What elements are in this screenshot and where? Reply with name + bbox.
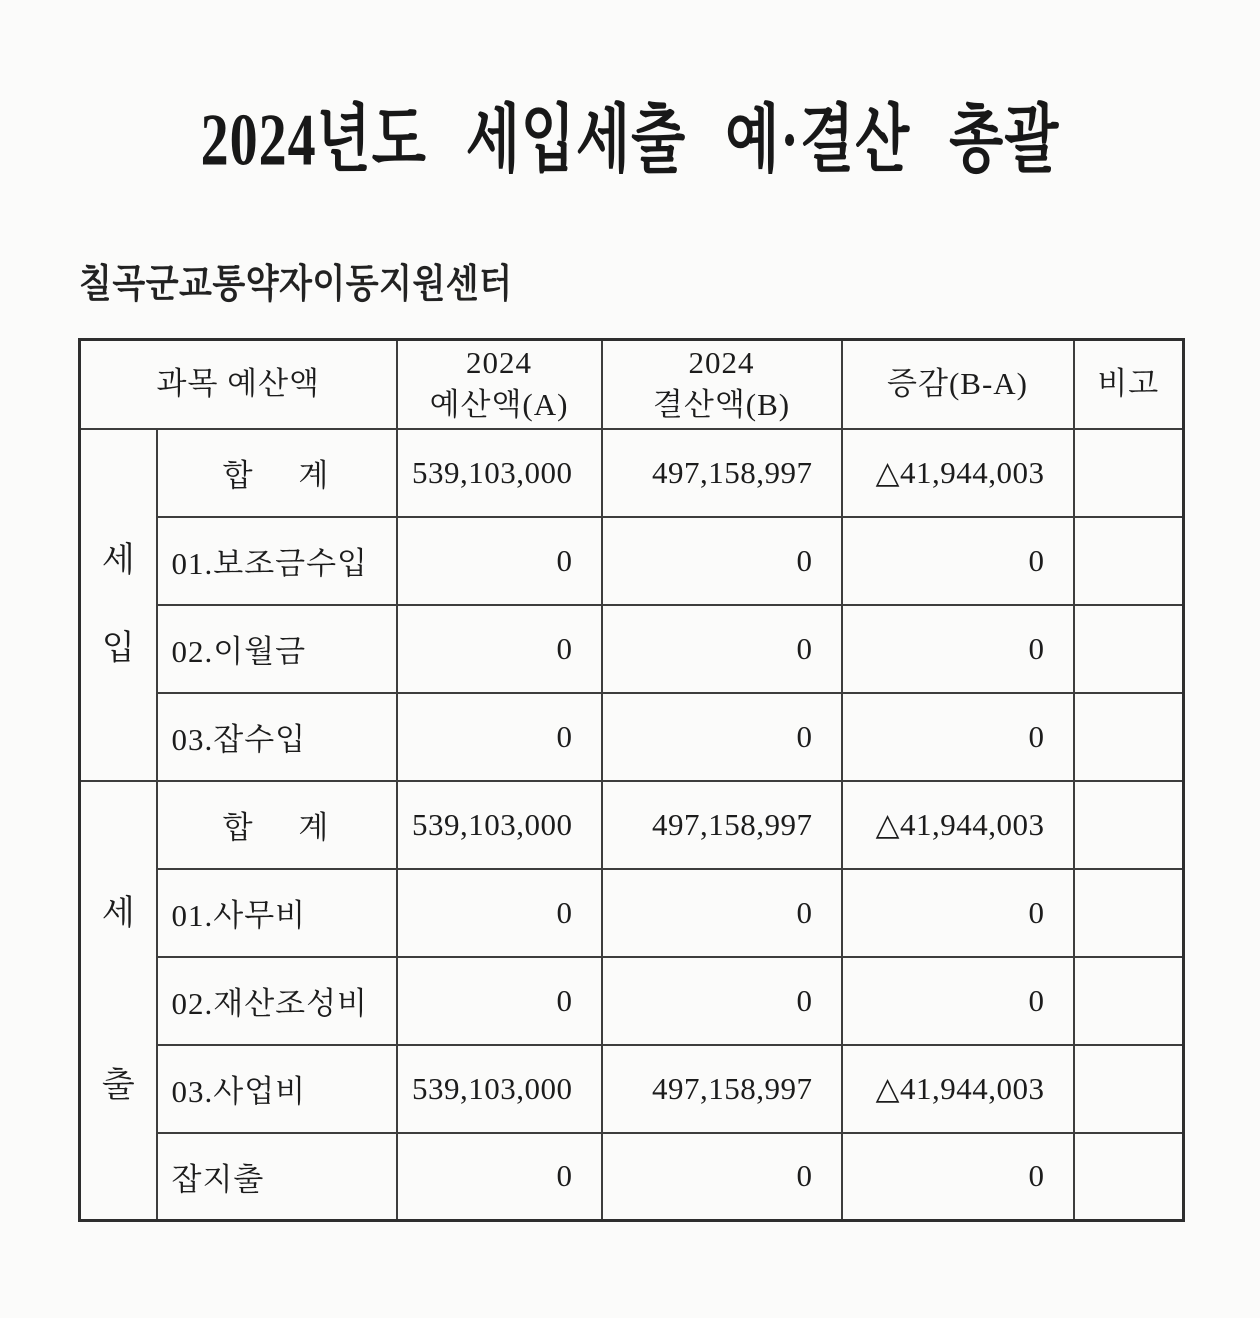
row-label: 02.이월금 [157, 605, 397, 693]
row-label: 합 계 [157, 429, 397, 517]
note-cell [1074, 605, 1184, 693]
budget-value: 539,103,000 [397, 781, 602, 869]
change-value: △41,944,003 [842, 429, 1074, 517]
change-value: 0 [842, 693, 1074, 781]
change-value: 0 [842, 957, 1074, 1045]
col-header-change: 증감(B-A) [842, 340, 1074, 429]
col-header-subject: 과목 예산액 [80, 340, 397, 429]
budget-value: 0 [397, 1133, 602, 1221]
table-row-revenue-total [80, 429, 1184, 517]
table-row [80, 605, 1184, 693]
note-cell [1074, 429, 1184, 517]
table-row [80, 869, 1184, 957]
budget-value: 0 [397, 605, 602, 693]
note-cell [1074, 1045, 1184, 1133]
group-label-expenditure [80, 781, 157, 1221]
col-header-settlement-year: 2024 [688, 345, 755, 381]
settlement-value: 497,158,997 [602, 429, 842, 517]
change-value: 0 [842, 517, 1074, 605]
settlement-value: 0 [602, 605, 842, 693]
organization-name: 칠곡군교통약자이동지원센터 [79, 263, 513, 307]
settlement-value: 0 [602, 869, 842, 957]
change-value: △41,944,003 [842, 1045, 1074, 1133]
col-header-settlement [602, 340, 842, 429]
settlement-value: 0 [602, 517, 842, 605]
settlement-value: 0 [602, 693, 842, 781]
group-char-bottom: 출 [101, 1067, 135, 1105]
note-cell [1074, 517, 1184, 605]
col-header-budget [397, 340, 602, 429]
change-value: 0 [842, 605, 1074, 693]
change-value: 0 [842, 869, 1074, 957]
change-value: 0 [842, 1133, 1074, 1221]
change-value: △41,944,003 [842, 781, 1074, 869]
col-header-budget-label: 예산액(A) [429, 387, 569, 423]
row-label: 03.잡수입 [157, 693, 397, 781]
group-char-top: 세 [101, 895, 135, 933]
group-label-revenue [80, 429, 157, 781]
budget-value: 0 [397, 517, 602, 605]
col-header-settlement-label: 결산액(B) [652, 387, 791, 423]
settlement-value: 0 [602, 1133, 842, 1221]
row-label: 01.보조금수입 [157, 517, 397, 605]
group-char-top: 세 [101, 541, 135, 579]
row-label: 03.사업비 [157, 1045, 397, 1133]
budget-value: 0 [397, 869, 602, 957]
col-header-budget-year: 2024 [466, 345, 533, 381]
group-char-bottom: 입 [101, 629, 135, 667]
note-cell [1074, 693, 1184, 781]
settlement-value: 497,158,997 [602, 781, 842, 869]
table-row [80, 1045, 1184, 1133]
note-cell [1074, 869, 1184, 957]
row-label: 01.사무비 [157, 869, 397, 957]
budget-settlement-table [78, 338, 1185, 1222]
budget-value: 0 [397, 693, 602, 781]
row-label: 잡지출 [157, 1133, 397, 1221]
budget-value: 539,103,000 [397, 1045, 602, 1133]
row-label: 합 계 [157, 781, 397, 869]
budget-value: 539,103,000 [397, 429, 602, 517]
note-cell [1074, 1133, 1184, 1221]
table-row [80, 957, 1184, 1045]
settlement-value: 497,158,997 [602, 1045, 842, 1133]
table-header-row [80, 340, 1184, 429]
table-row [80, 517, 1184, 605]
table-row-expenditure-total [80, 781, 1184, 869]
document-title: 2024년도 세입세출 예·결산 총괄 [200, 100, 1060, 182]
note-cell [1074, 781, 1184, 869]
budget-value: 0 [397, 957, 602, 1045]
col-header-note: 비고 [1074, 340, 1184, 429]
table-row [80, 1133, 1184, 1221]
row-label: 02.재산조성비 [157, 957, 397, 1045]
settlement-value: 0 [602, 957, 842, 1045]
note-cell [1074, 957, 1184, 1045]
table-row [80, 693, 1184, 781]
